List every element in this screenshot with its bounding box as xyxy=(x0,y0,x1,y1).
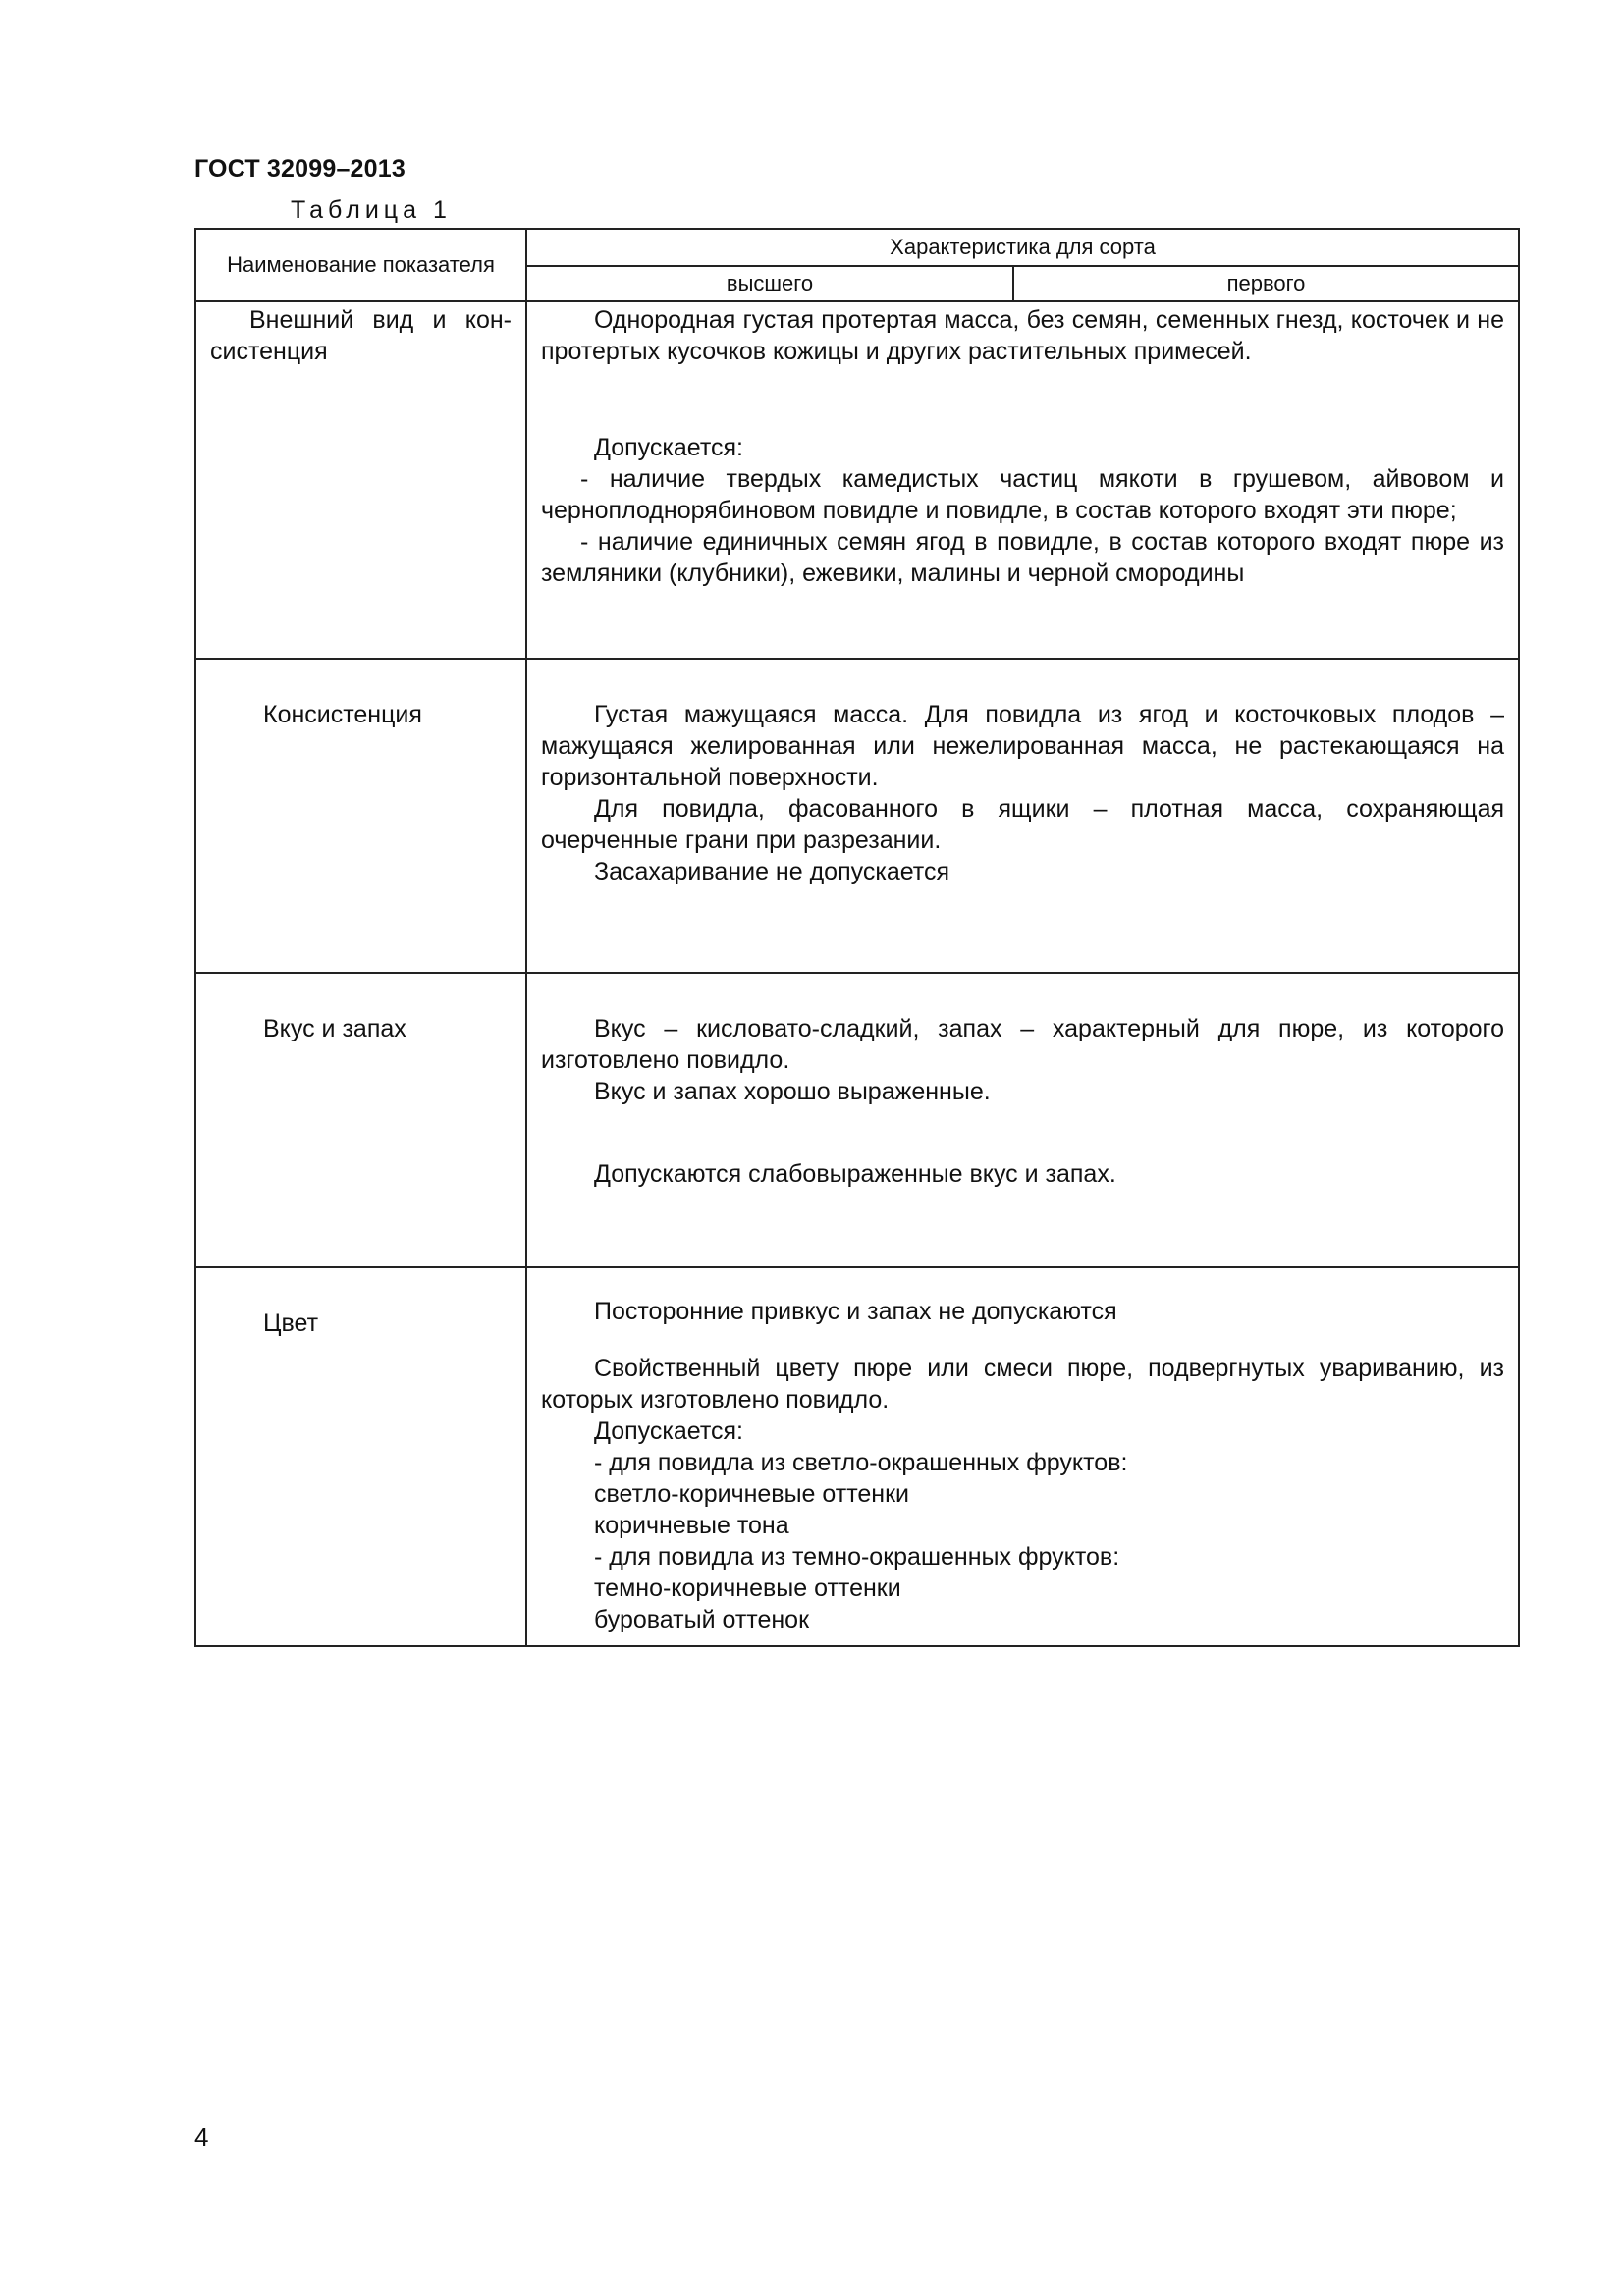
description-text: Вкус и запах хорошо выраженные. xyxy=(594,1078,991,1105)
column-header-indicator xyxy=(195,229,526,301)
column-header-indicator-label: Наименование показателя xyxy=(227,252,495,277)
column-header-grade-highest: высшего xyxy=(526,266,1013,301)
description-text: Засахаривание не допускается xyxy=(594,858,949,885)
indicator-name: Вкус и запах xyxy=(263,1015,406,1042)
description-text: Посторонние привкус и запах не допускаются xyxy=(594,1298,1117,1325)
table-row xyxy=(195,659,1519,973)
indicator-cell xyxy=(195,301,526,659)
description-text: буроватый оттенок xyxy=(594,1606,810,1633)
description-cell xyxy=(526,659,1519,973)
column-header-grade-first: первого xyxy=(1013,266,1519,301)
description-cell xyxy=(526,301,1519,659)
description-cell xyxy=(526,973,1519,1267)
description-cell xyxy=(526,1267,1519,1646)
description-text: светло-коричневые оттенки xyxy=(594,1480,909,1508)
indicator-name: Внешний вид и кон- систенция xyxy=(210,306,512,365)
document-code: ГОСТ 32099–2013 xyxy=(194,155,406,183)
indicator-name: Цвет xyxy=(263,1309,319,1337)
indicator-cell xyxy=(195,1267,526,1646)
page-number: 4 xyxy=(194,2122,209,2152)
description-text: Допускается: xyxy=(594,434,743,461)
description-text: - для повидла из светло-окрашенных фруктов: xyxy=(594,1449,1128,1476)
indicator-cell xyxy=(195,973,526,1267)
description-text: Вкус – кисловато-сладкий, запах – характерный для пюре, из которого изготовлено повидло. xyxy=(541,1015,1505,1074)
description-text: темно-коричневые оттенки xyxy=(594,1575,901,1602)
indicator-cell xyxy=(195,659,526,973)
description-text: Густая мажущаяся масса. Для повидла из ягод и косточковых плодов – мажущаяся желированная или нежелированная масса, не растекающаяся на горизонтальной поверхности. xyxy=(541,701,1505,791)
table-row xyxy=(195,301,1519,659)
table-row xyxy=(195,1267,1519,1646)
table-caption: Таблица 1 xyxy=(291,196,452,224)
column-header-characteristic: Характеристика для сорта xyxy=(526,229,1519,266)
table-row xyxy=(195,973,1519,1267)
description-text: коричневые тона xyxy=(594,1512,789,1539)
description-text: - для повидла из темно-окрашенных фруктов: xyxy=(594,1543,1120,1571)
description-text: - наличие единичных семян ягод в повидле, в состав которого входят пюре из земляники (клубники), ежевики, малины и черной смородины xyxy=(541,528,1505,587)
description-text: Допускаются слабовыраженные вкус и запах. xyxy=(594,1160,1116,1188)
description-text: Допускается: xyxy=(594,1417,743,1445)
spec-table xyxy=(194,228,1520,1647)
description-text: Свойственный цвету пюре или смеси пюре, подвергнутых увариванию, из которых изготовлено повидло. xyxy=(541,1355,1505,1414)
indicator-name: Консистенция xyxy=(263,701,422,728)
description-text: Для повидла, фасованного в ящики – плотная масса, сохраняющая очерченные грани при разрезании. xyxy=(541,795,1505,854)
description-text: - наличие твердых камедистых частиц мякоти в грушевом, айвовом и черноплоднорябиновом повидле и повидле, в состав которого входят эти пюре; xyxy=(541,465,1505,524)
description-text: Однородная густая протертая масса, без семян, семенных гнезд, косточек и не протертых кусочков кожицы и других растительных примесей. xyxy=(541,306,1505,365)
